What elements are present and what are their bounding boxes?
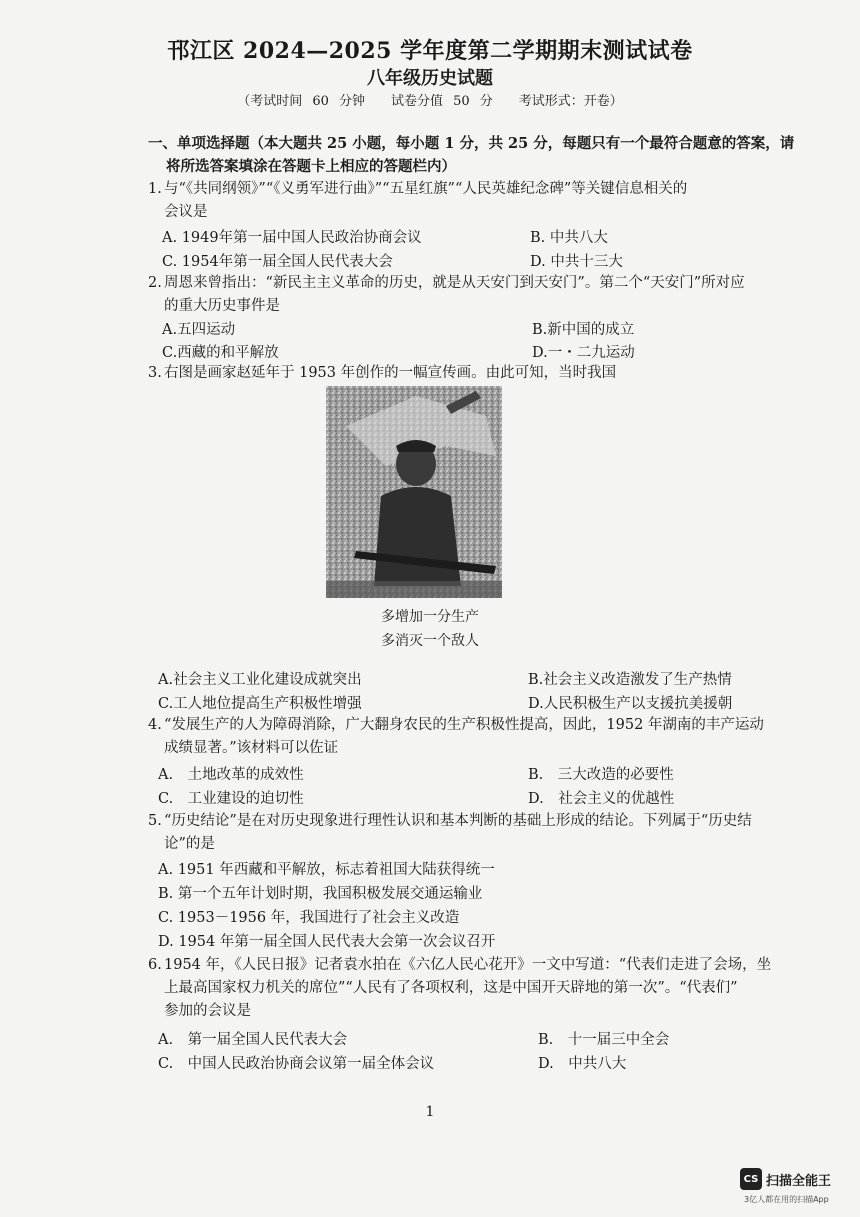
question-1-option-b: B. 中共八大	[530, 230, 608, 246]
exam-subtitle: 八年级历史试题	[367, 68, 493, 89]
question-3-number: 3.	[148, 365, 162, 381]
question-2-option-d: D.一・二九运动	[532, 345, 635, 361]
question-6-number: 6.	[148, 957, 162, 973]
question-6-option-c: C. 中国人民政治协商会议第一届全体会议	[158, 1056, 435, 1072]
question-5-option-b: B. 第一个五年计划时期，我国积极发展交通运输业	[158, 886, 483, 902]
question-4-option-b: B. 三大改造的必要性	[528, 767, 674, 783]
page-number: 1	[425, 1104, 435, 1120]
question-2-stem-line1: 周恩来曾指出：“新民主主义革命的历史，就是从天安门到天安门”。第二个“天安门”所对应	[164, 275, 745, 291]
question-4-option-d: D. 社会主义的优越性	[528, 791, 675, 807]
propaganda-poster-image	[326, 386, 502, 598]
question-1-stem-line2: 会议是	[164, 204, 208, 220]
poster-caption-line1: 多增加一分生产	[381, 609, 479, 625]
section-heading-line2: 将所选答案填涂在答题卡上相应的答题栏内）	[166, 158, 456, 175]
exam-info: （考试时间 60 分钟 试卷分值 50 分 考试形式：开卷）	[237, 94, 623, 109]
question-2-number: 2.	[148, 275, 162, 291]
question-6-option-b: B. 十一届三中全会	[538, 1032, 670, 1048]
question-1-number: 1.	[148, 181, 162, 197]
watermark-subtext: 3亿人都在用的扫描App	[744, 1195, 829, 1204]
question-4-stem-line1: “发展生产的人为障碍消除，广大翻身农民的生产积极性提高，因此，1952 年湖南的丰产运动	[164, 717, 764, 733]
question-1-option-c: C. 1954年第一届全国人民代表大会	[162, 254, 393, 270]
question-4-option-c: C. 工业建设的迫切性	[158, 791, 304, 807]
question-3-stem	[164, 362, 836, 385]
question-3-option-b: B.社会主义改造激发了生产热情	[528, 672, 732, 688]
question-2-option-c: C.西藏的和平解放	[162, 345, 279, 361]
question-6-stem-line2: 上最高国家权力机关的席位”“人民有了各项权利，这是中国开天辟地的第一次”。“代表们”	[164, 980, 738, 996]
question-3-option-c: C.工人地位提高生产积极性增强	[158, 696, 362, 712]
question-6-stem	[164, 954, 836, 1023]
question-6-stem-line3: 参加的会议是	[164, 1003, 251, 1019]
question-6-stem-line1: 1954 年，《人民日报》记者袁水拍在《六亿人民心花开》一文中写道：“代表们走进了会场，坐	[164, 957, 772, 973]
question-1-option-d: D. 中共十三大	[530, 254, 623, 270]
question-2-stem	[164, 272, 836, 318]
question-5-option-a: A. 1951 年西藏和平解放，标志着祖国大陆获得统一	[158, 862, 495, 878]
question-3-option-a: A.社会主义工业化建设成就突出	[158, 672, 362, 688]
question-6-option-d: D. 中共八大	[538, 1056, 627, 1072]
question-5-stem	[164, 810, 836, 856]
watermark-text: 扫描全能王	[766, 1174, 832, 1189]
question-3-stem-line1: 右图是画家赵延年于 1953 年创作的一幅宣传画。由此可知，当时我国	[164, 365, 617, 381]
section-heading	[148, 132, 808, 178]
question-2-option-a: A.五四运动	[162, 322, 236, 338]
section-heading-line1: 一、单项选择题（本大题共 25 小题，每小题 1 分，共 25 分，每题只有一个最符合题意的答案，请	[148, 135, 795, 152]
question-6-option-a: A. 第一届全国人民代表大会	[158, 1032, 348, 1048]
question-4-stem	[164, 714, 836, 760]
question-5-number: 5.	[148, 813, 162, 829]
question-3-option-d: D.人民积极生产以支援抗美援朝	[528, 696, 733, 712]
question-2-option-b: B.新中国的成立	[532, 322, 635, 338]
question-5-option-c: C. 1953－1956 年，我国进行了社会主义改造	[158, 910, 460, 926]
question-4-stem-line2: 成绩显著。”该材料可以佐证	[164, 740, 339, 756]
question-4-number: 4.	[148, 717, 162, 733]
question-1-option-a: A. 1949年第一届中国人民政治协商会议	[162, 230, 422, 246]
question-1-stem-line1: 与“《共同纲领》”“《义勇军进行曲》”“五星红旗”“人民英雄纪念碑”等关键信息相关的	[164, 181, 688, 197]
question-5-stem-line2: 论”的是	[164, 836, 215, 852]
question-5-option-d: D. 1954 年第一届全国人民代表大会第一次会议召开	[158, 934, 496, 950]
exam-title: 邗江区 2024—2025 学年度第二学期期末测试试卷	[167, 38, 693, 64]
question-4-option-a: A. 土地改革的成效性	[158, 767, 304, 783]
question-1-stem	[164, 178, 836, 224]
camscanner-logo-icon: CS	[740, 1168, 762, 1190]
poster-caption-line2: 多消灭一个敌人	[381, 633, 479, 649]
question-5-stem-line1: “历史结论”是在对历史现象进行理性认识和基本判断的基础上形成的结论。下列属于“历史结	[164, 813, 752, 829]
question-2-stem-line2: 的重大历史事件是	[164, 298, 280, 314]
